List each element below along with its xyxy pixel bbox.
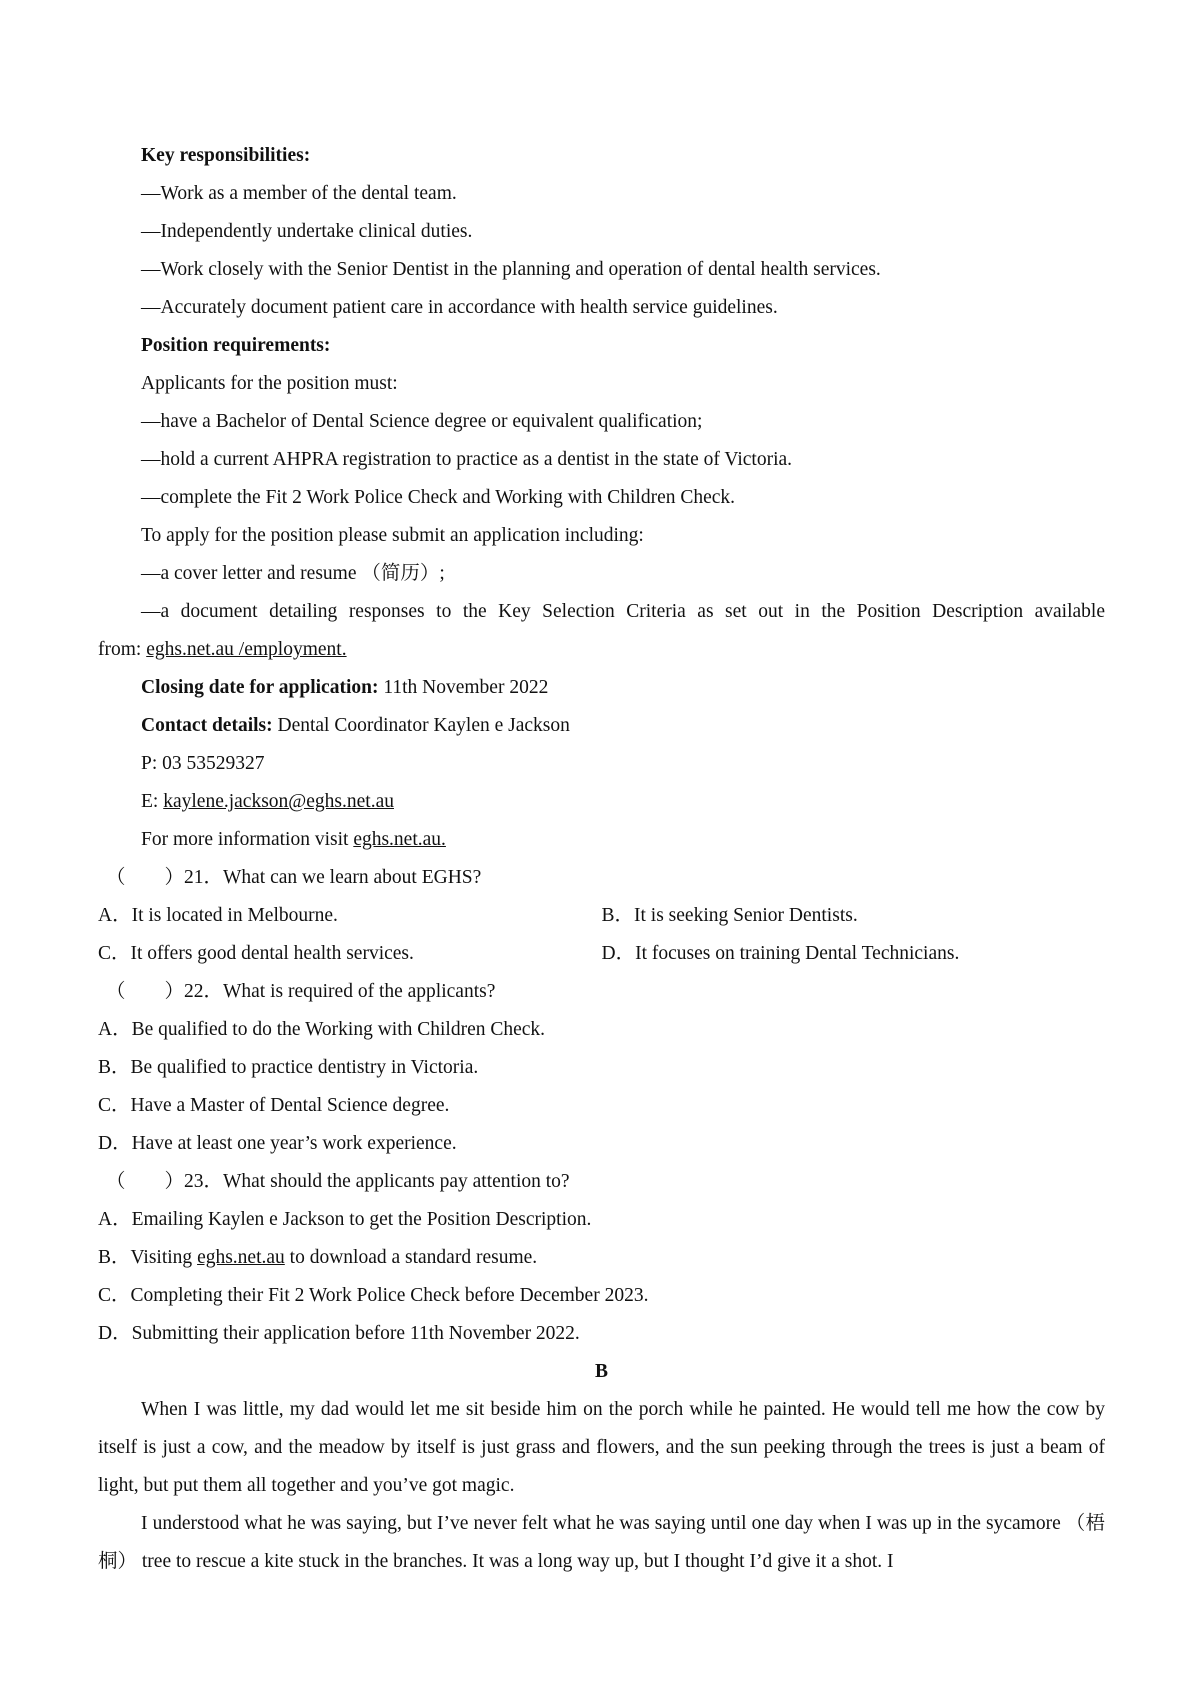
option-b: B．Be qualified to practice dentistry in Victoria.: [98, 1057, 479, 1078]
requirement-item: —complete the Fit 2 Work Police Check and Working with Children Check.: [141, 487, 736, 508]
contact-phone: P: 03 53529327: [141, 753, 265, 774]
responsibility-item: —Accurately document patient care in accordance with health service guidelines.: [141, 297, 778, 318]
question-text: 22．What is required of the applicants?: [184, 981, 496, 1002]
contact-details-value: Dental Coordinator Kaylen e Jackson: [272, 715, 570, 736]
option-a: A．It is located in Melbourne.: [98, 905, 338, 926]
responsibility-item: —Work closely with the Senior Dentist in the planning and operation of dental health services.: [141, 259, 881, 280]
closing-date-value: 11th November 2022: [378, 677, 549, 698]
website-link[interactable]: eghs.net.au.: [353, 829, 446, 850]
option-a: A．Emailing Kaylen e Jackson to get the Position Description.: [98, 1209, 592, 1230]
passage-paragraph-2: I understood what he was saying, but I’ve never felt what he was saying until one day when I was up in the sycamore （梧桐） tree to rescue a kite stuck in the branches. It was a long way up, but I thought I’d give it a shot. I: [98, 1513, 1105, 1572]
passage-paragraph-1: When I was little, my dad would let me sit beside him on the porch while he painted. He would tell me how the cow by itself is just a cow, and the meadow by itself is just grass and flowers, and the sun peeking through the trees is just a beam of light, but put them all together and you’ve got magic.: [98, 1399, 1105, 1496]
option-b-prefix: B．Visiting: [98, 1247, 198, 1268]
apply-item-prefix: from:: [98, 639, 147, 660]
email-prefix: E:: [141, 791, 164, 812]
responsibility-item: —Work as a member of the dental team.: [141, 183, 457, 204]
question-21: [98, 859, 1105, 897]
option-d: D．It focuses on training Dental Technicians.: [601, 943, 960, 964]
more-info-prefix: For more information visit: [141, 829, 354, 850]
option-c: C．Have a Master of Dental Science degree.: [98, 1095, 450, 1116]
requirement-item: —have a Bachelor of Dental Science degree or equivalent qualification;: [141, 411, 703, 432]
apply-item-continuation: [98, 631, 1105, 669]
section-b-heading: B: [594, 1361, 608, 1382]
option-b: B．It is seeking Senior Dentists.: [601, 905, 858, 926]
contact-details: [98, 707, 1105, 745]
responsibility-item: —Independently undertake clinical duties.: [141, 221, 473, 242]
option-b-suffix: to download a standard resume.: [284, 1247, 538, 1268]
option-c: C．It offers good dental health services.: [98, 943, 414, 964]
answer-blank[interactable]: （ ）: [106, 867, 185, 888]
email-link[interactable]: kaylene.jackson@eghs.net.au: [163, 791, 394, 812]
apply-item: —a cover letter and resume （简历）;: [141, 563, 445, 584]
more-info: [98, 821, 1105, 859]
option-b-link[interactable]: eghs.net.au: [197, 1247, 285, 1268]
question-text: 23．What should the applicants pay attention to?: [184, 1171, 570, 1192]
requirement-item: —hold a current AHPRA registration to practice as a dentist in the state of Victoria.: [141, 449, 793, 470]
option-c: C．Completing their Fit 2 Work Police Check before December 2023.: [98, 1285, 649, 1306]
option-d: D．Have at least one year’s work experience.: [98, 1133, 457, 1154]
question-text: 21．What can we learn about EGHS?: [184, 867, 482, 888]
options-row: [98, 897, 1105, 935]
position-requirements-heading: Position requirements:: [141, 335, 331, 356]
answer-blank[interactable]: （ ）: [106, 981, 185, 1002]
options-row: [98, 935, 1105, 973]
answer-blank[interactable]: （ ）: [106, 1171, 185, 1192]
contact-email: [98, 783, 1105, 821]
employment-link[interactable]: eghs.net.au /employment.: [146, 639, 347, 660]
closing-date: [98, 669, 1105, 707]
question-23: [98, 1163, 1105, 1201]
option-d: D．Submitting their application before 11th November 2022.: [98, 1323, 580, 1344]
apply-item: —a document detailing responses to the Key Selection Criteria as set out in the Position Description available: [141, 601, 1105, 622]
closing-date-label: Closing date for application:: [141, 677, 379, 698]
option-b: [98, 1239, 1105, 1277]
contact-details-label: Contact details:: [141, 715, 273, 736]
apply-intro: To apply for the position please submit an application including:: [141, 525, 644, 546]
key-responsibilities-heading: Key responsibilities:: [141, 145, 311, 166]
requirements-intro: Applicants for the position must:: [141, 373, 398, 394]
option-a: A．Be qualified to do the Working with Children Check.: [98, 1019, 546, 1040]
question-22: [98, 973, 1105, 1011]
